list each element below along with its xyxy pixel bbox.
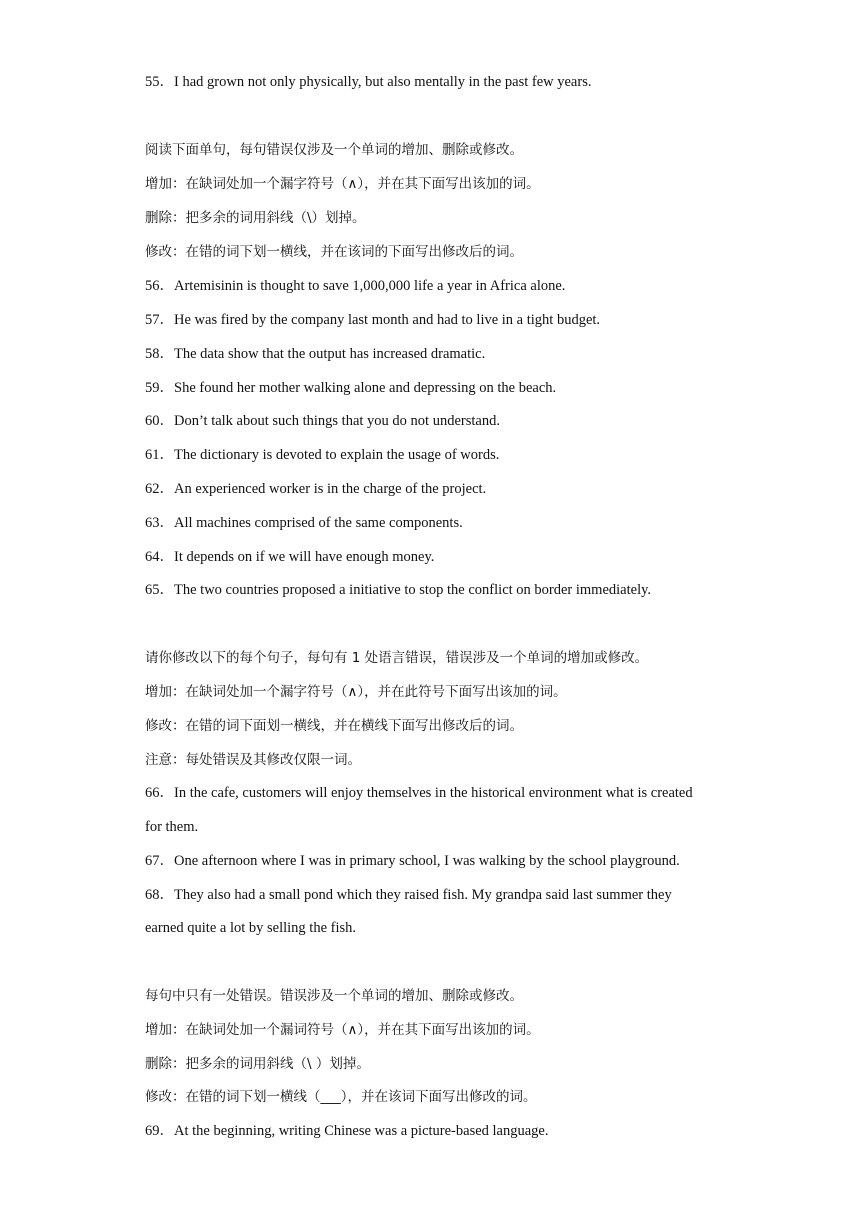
section2-modify-rule: 修改：在错的词下面划一横线，并在横线下面写出修改后的词。 [145, 718, 523, 734]
section1-delete-rule: 删除：把多余的词用斜线（\）划掉。 [145, 210, 366, 226]
section3-add-rule: 增加：在缺词处加一个漏词符号（∧），并在其下面写出该加的词。 [145, 1022, 540, 1038]
question-62: 62．An experienced worker is in the charge of the project. [145, 481, 487, 497]
section1-instructions: 阅读下面单句，每句错误仅涉及一个单词的增加、删除或修改。 [145, 142, 523, 158]
question-66-line1: 66．In the cafe, customers will enjoy themselves in the historical environment what is created [145, 785, 693, 801]
question-57: 57．He was fired by the company last month and had to live in a tight budget. [145, 312, 601, 328]
section2-instructions: 请你修改以下的每个句子，每句有 1 处语言错误，错误涉及一个单词的增加或修改。 [145, 650, 649, 666]
question-59: 59．She found her mother walking alone and depressing on the beach. [145, 380, 557, 396]
question-64: 64．It depends on if we will have enough money. [145, 549, 435, 565]
question-60: 60．Don’t talk about such things that you do not understand. [145, 413, 500, 429]
section3-modify-rule: 修改：在错的词下划一横线（___），并在该词下面写出修改的词。 [145, 1089, 537, 1105]
question-63: 63．All machines comprised of the same components. [145, 515, 463, 531]
question-68-line2: earned quite a lot by selling the fish. [145, 920, 357, 936]
section3-delete-rule: 删除：把多余的词用斜线（\ ）划掉。 [145, 1056, 370, 1072]
question-55: 55．I had grown not only physically, but also mentally in the past few years. [145, 74, 592, 90]
question-66-line2: for them. [145, 819, 199, 835]
question-65: 65．The two countries proposed a initiative to stop the conflict on border immediately. [145, 582, 652, 598]
section1-add-rule: 增加：在缺词处加一个漏字符号（∧），并在其下面写出该加的词。 [145, 176, 540, 192]
section3-instructions: 每句中只有一处错误。错误涉及一个单词的增加、删除或修改。 [145, 988, 523, 1004]
question-56: 56．Artemisinin is thought to save 1,000,000 life a year in Africa alone. [145, 278, 566, 294]
question-67: 67．One afternoon where I was in primary school, I was walking by the school playground. [145, 853, 680, 869]
question-58: 58．The data show that the output has increased dramatic. [145, 346, 486, 362]
section2-note: 注意：每处错误及其修改仅限一词。 [145, 752, 361, 768]
question-61: 61．The dictionary is devoted to explain the usage of words. [145, 447, 500, 463]
question-68-line1: 68．They also had a small pond which they raised fish. My grandpa said last summer they [145, 887, 672, 903]
section1-modify-rule: 修改：在错的词下划一横线，并在该词的下面写出修改后的词。 [145, 244, 523, 260]
section2-add-rule: 增加：在缺词处加一个漏字符号（∧），并在此符号下面写出该加的词。 [145, 684, 567, 700]
question-69: 69．At the beginning, writing Chinese was a picture-based language. [145, 1123, 549, 1139]
